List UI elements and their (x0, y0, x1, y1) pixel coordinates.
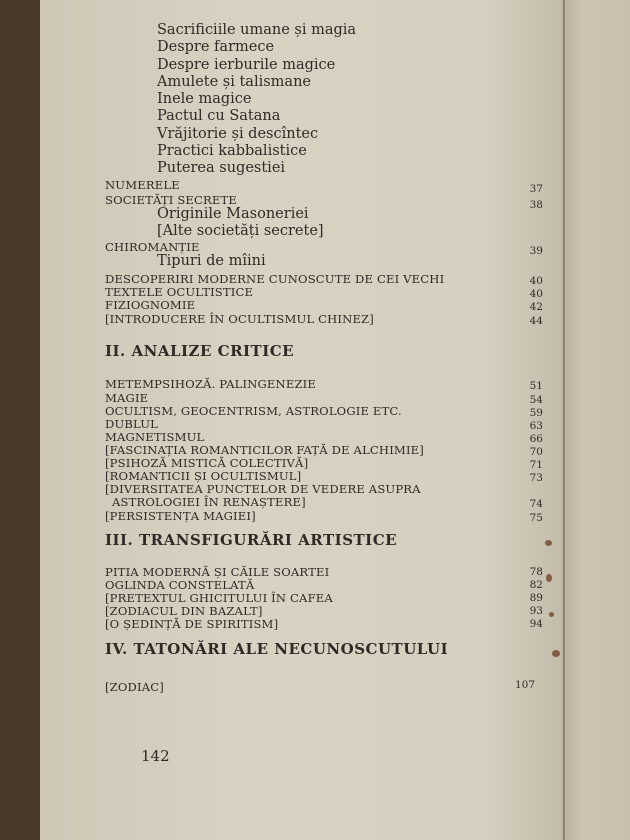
toc-entry-page: 107 (514, 679, 535, 691)
toc-subitem: Despre farmece (157, 39, 275, 55)
toc-subitem: Vrăjitorie și descîntec (157, 126, 319, 142)
toc-entry-title: [DIVERSITATEA PUNCTELOR DE VEDERE ASUPRA (105, 482, 421, 496)
toc-entry-page: 51 (529, 380, 543, 392)
toc-entry-page: 66 (529, 433, 543, 445)
toc-subitem: Originile Masoneriei (157, 206, 309, 222)
adjacent-page-edge (562, 0, 630, 840)
paper-stain (552, 650, 560, 657)
toc-subitem: [Alte societăți secrete] (157, 223, 324, 239)
toc-entry-page: 74 (529, 498, 543, 510)
toc-entry-title: MAGNETISMUL (105, 430, 205, 444)
paper-stain (546, 574, 552, 582)
section-heading: III. TRANSFIGURĂRI ARTISTICE (105, 531, 398, 549)
toc-entry-title: NUMERELE (105, 178, 180, 192)
toc-entry-title: [ZODIACUL DIN BAZALT] (105, 604, 263, 618)
toc-entry-title: FIZIOGNOMIE (105, 298, 196, 312)
toc-subitem: Practici kabbalistice (157, 143, 307, 159)
toc-entry-page: 75 (529, 512, 543, 524)
toc-subitem: Puterea sugestiei (157, 160, 286, 176)
toc-entry-page: 42 (529, 301, 543, 313)
toc-entry-page: 71 (529, 459, 543, 471)
toc-entry-page: 40 (529, 288, 543, 300)
book-page (40, 0, 562, 840)
toc-entry-page: 94 (529, 618, 543, 630)
section-heading: II. ANALIZE CRITICE (105, 342, 295, 360)
toc-entry-title: TEXTELE OCULTISTICE (105, 285, 254, 299)
section-heading: IV. TATONĂRI ALE NECUNOSCUTULUI (105, 640, 449, 658)
toc-subitem: Tipuri de mîini (157, 253, 266, 269)
toc-entry-title: METEMPSIHOZĂ. PALINGENEZIE (105, 377, 317, 391)
toc-entry-title: DESCOPERIRI MODERNE CUNOSCUTE DE CEI VECHI (105, 272, 445, 286)
toc-entry-title: MAGIE (105, 391, 149, 405)
toc-entry-page: 54 (529, 394, 543, 406)
toc-entry-page: 40 (529, 275, 543, 287)
toc-entry-page: 70 (529, 446, 543, 458)
toc-entry-page: 38 (529, 199, 543, 211)
toc-entry-page: 93 (529, 605, 543, 617)
toc-entry-title: OCULTISM, GEOCENTRISM, ASTROLOGIE ETC. (105, 404, 402, 418)
toc-entry-title: [PERSISTENȚA MAGIEI] (105, 509, 256, 523)
toc-entry-title: [ZODIAC] (105, 680, 164, 694)
paper-stain (549, 612, 554, 617)
toc-entry-page: 73 (529, 472, 543, 484)
toc-entry-page: 39 (529, 245, 543, 257)
toc-entry-title: PITIA MODERNĂ ȘI CĂILE SOARTEI (105, 565, 330, 579)
toc-subitem: Sacrificiile umane și magia (157, 22, 357, 38)
toc-entry-title: [PRETEXTUL GHICITULUI ÎN CAFEA (105, 591, 333, 605)
toc-entry-page: 89 (529, 592, 543, 604)
toc-entry-title: OGLINDA CONSTELATĂ (105, 578, 255, 592)
toc-subitem: Pactul cu Satana (157, 108, 281, 124)
page-number: 142 (141, 747, 170, 765)
toc-entry-title-continued: ASTROLOGIEI ÎN RENAȘTERE] (112, 495, 306, 509)
toc-entry-title: CHIROMANȚIE (105, 240, 200, 254)
toc-entry-page: 82 (529, 579, 543, 591)
toc-entry-title: [ROMANTICII ȘI OCULTISMUL] (105, 469, 302, 483)
toc-entry-title: [INTRODUCERE ÎN OCULTISMUL CHINEZ] (105, 312, 374, 326)
page-fold-line (563, 0, 565, 840)
toc-entry-title: DUBLUL (105, 417, 159, 431)
toc-entry-title: [FASCINAȚIA ROMANTICILOR FAȚĂ DE ALCHIMIE] (105, 443, 424, 457)
toc-subitem: Despre ierburile magice (157, 57, 336, 73)
toc-entry-page: 37 (529, 183, 543, 195)
toc-entry-page: 44 (529, 315, 543, 327)
toc-entry-title: [O ȘEDINȚĂ DE SPIRITISM] (105, 617, 279, 631)
toc-entry-title: SOCIETĂȚI SECRETE (105, 193, 238, 207)
toc-entry-title: [PSIHOZĂ MISTICĂ COLECTIVĂ] (105, 456, 309, 470)
toc-entry-page: 78 (529, 566, 543, 578)
toc-subitem: Inele magice (157, 91, 252, 107)
toc-entry-page: 63 (529, 420, 543, 432)
paper-stain (545, 540, 552, 546)
toc-subitem: Amulete și talismane (157, 74, 311, 90)
toc-entry-page: 59 (529, 407, 543, 419)
